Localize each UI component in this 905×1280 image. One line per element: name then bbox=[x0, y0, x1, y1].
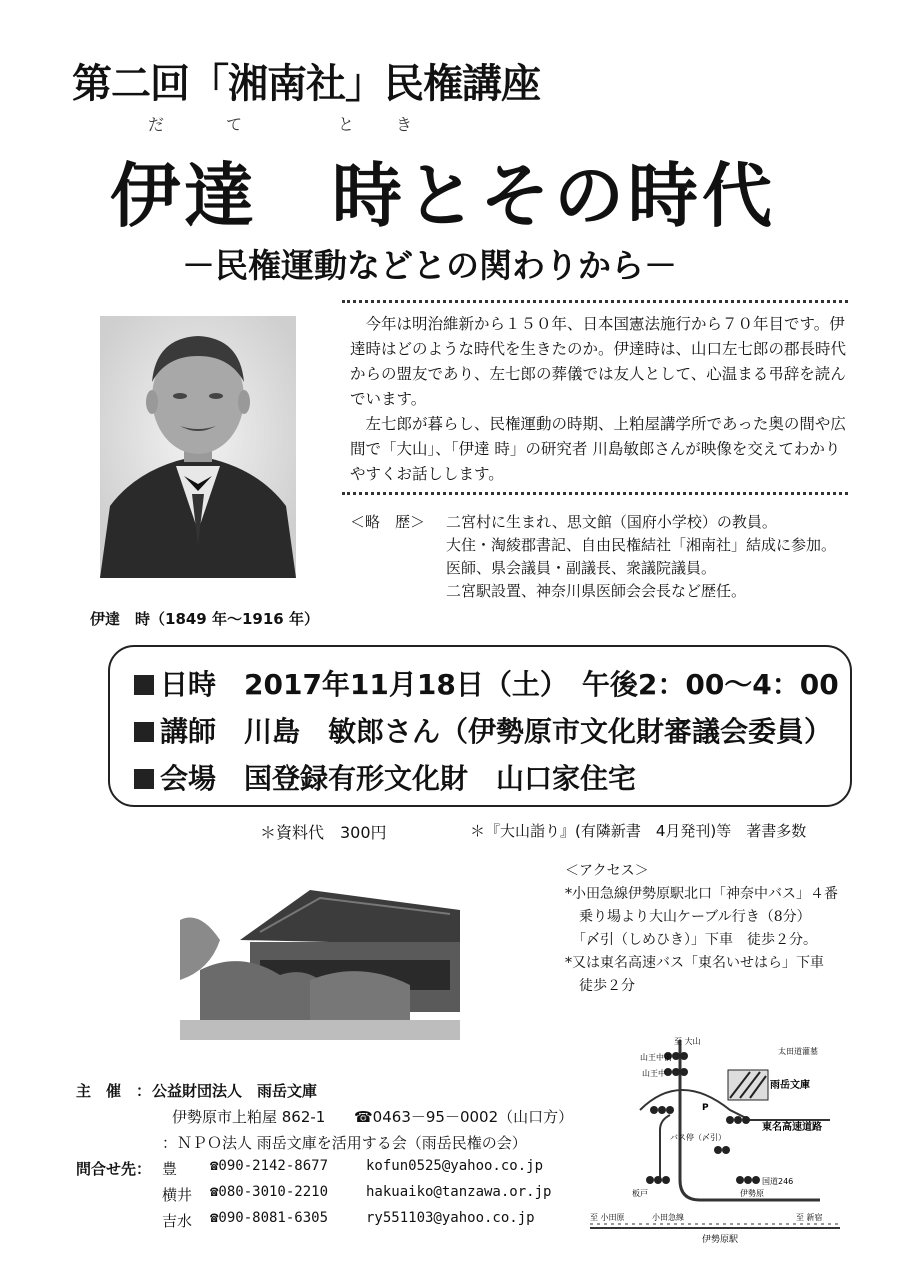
organizer-address: 伊勢原市上粕屋 862-1 bbox=[172, 1108, 326, 1126]
event-info-box bbox=[108, 645, 852, 807]
map-label-bus-stop: バス停（〆引） bbox=[670, 1133, 726, 1142]
biography-line: 二宮駅設置、神奈川県医師会会長など歴任。 bbox=[446, 582, 747, 600]
event-lecturer: 講師 川島 敏郎さん（伊勢原市文化財審議会委員） bbox=[134, 710, 832, 750]
biography-label: ＜略 歴＞ bbox=[350, 513, 426, 531]
contact-name: 横井 bbox=[162, 1186, 193, 1204]
ruby-te: て bbox=[226, 115, 243, 134]
access-line: 「〆引（しめひき）」下車 徒歩２分。 bbox=[565, 932, 817, 948]
contact-name: 吉水 bbox=[162, 1212, 193, 1230]
access-info bbox=[565, 860, 865, 998]
map-label-odakyu: 小田急線 bbox=[652, 1213, 684, 1222]
house-photo bbox=[180, 880, 460, 1040]
intro-text bbox=[350, 312, 850, 487]
map-label-to-odawara: 至 小田原 bbox=[590, 1213, 625, 1222]
access-line: *小田急線伊勢原駅北口「神奈中バス」４番 bbox=[565, 886, 838, 902]
map-label-ota-tanbo: 太田道灌墓 bbox=[778, 1047, 818, 1056]
ruby-to: と bbox=[338, 115, 355, 134]
access-line: 徒歩２分 bbox=[565, 978, 635, 994]
map-label-to-oyama: 至 大山 bbox=[674, 1037, 701, 1046]
map-label-sannou-naka: 山王中 bbox=[642, 1069, 666, 1078]
map-label-parking: P bbox=[702, 1103, 709, 1113]
npo-name: ：ＮＰＯ法人 雨岳文庫を活用する会（雨岳民権の会） bbox=[162, 1134, 527, 1152]
series-title: 第二回「湘南社」民権講座 bbox=[72, 60, 540, 107]
square-bullet-icon bbox=[134, 769, 154, 789]
portrait-caption: 伊達 時（1849 年～1916 年） bbox=[90, 610, 319, 628]
map-label-sannou-nakamae: 山王中前 bbox=[640, 1053, 672, 1062]
access-heading: ＜アクセス＞ bbox=[565, 863, 649, 879]
contact-phone: ☎090-2142-8677 bbox=[210, 1158, 329, 1174]
access-line: 乗り場より大山ケーブル行き（8分） bbox=[565, 909, 811, 925]
contact-email[interactable]: ry551103@yahoo.co.jp bbox=[366, 1210, 535, 1226]
subtitle: －民権運動などとの関わりから－ bbox=[182, 246, 677, 285]
biography-line: 大住・淘綾郡書記、自由民権結社「湘南社」結成に参加。 bbox=[446, 536, 837, 554]
contact-email[interactable]: kofun0525@yahoo.co.jp bbox=[366, 1158, 544, 1174]
event-datetime: 日時 2017年11月18日（土） 午後2：00～4：00 bbox=[134, 663, 839, 703]
contact-phone: ☎080-3010-2210 bbox=[210, 1184, 329, 1200]
access-map bbox=[590, 1030, 890, 1245]
contact-phone: ☎090-8081-6305 bbox=[210, 1210, 329, 1226]
event-venue: 会場 国登録有形文化財 山口家住宅 bbox=[134, 757, 636, 797]
biography-line: 医師、県会議員・副議長、衆議院議員。 bbox=[446, 559, 717, 577]
fee-note: ＊資料代 300円 bbox=[260, 823, 387, 842]
map-label-route246: 国道246 bbox=[762, 1177, 794, 1186]
inquiry-label: 問合せ先： bbox=[76, 1160, 152, 1178]
ruby-ki: き bbox=[396, 115, 413, 134]
square-bullet-icon bbox=[134, 722, 154, 742]
organizer-label: 主 催 ： bbox=[76, 1082, 152, 1100]
map-label-isehara: 伊勢原 bbox=[740, 1189, 764, 1198]
map-label-to-shinjuku: 至 新宿 bbox=[796, 1213, 823, 1222]
square-bullet-icon bbox=[134, 675, 154, 695]
divider-top bbox=[342, 300, 848, 303]
portrait-photo bbox=[100, 316, 296, 578]
contact-email[interactable]: hakuaiko@tanzawa.or.jp bbox=[366, 1184, 552, 1200]
organizer-phone: ☎0463－95－0002（山口方） bbox=[354, 1108, 574, 1126]
intro-paragraph-2: 左七郎が暮らし、民権運動の時期、上粕屋講学所であった奥の間や広間で「大山」、「伊達 時」の研究者 川島敏郎さんが映像を交えてわかりやすくお話しします。 bbox=[350, 415, 846, 483]
biography-line: 二宮村に生まれ、思文館（国府小学校）の教員。 bbox=[446, 513, 777, 531]
map-label-expressway: 東名高速道路 bbox=[762, 1122, 822, 1133]
ruby-da: だ bbox=[148, 115, 165, 134]
main-title: 伊達 時とその時代 bbox=[110, 154, 776, 237]
book-note: ＊『大山詣り』(有隣新書 4月発刊)等 著書多数 bbox=[470, 822, 807, 840]
intro-paragraph-1: 今年は明治維新から１５０年、日本国憲法施行から７０年目です。伊達時はどのような時代を生きたのか。伊達時は、山口左七郎の郡長時代からの盟友であり、左七郎の葬儀では友人として、心温まる弔辞を読んでいます。 bbox=[350, 315, 847, 408]
map-label-bunko: 雨岳文庫 bbox=[770, 1080, 810, 1091]
map-label-isehara-station: 伊勢原駅 bbox=[702, 1235, 739, 1245]
map-label-itado: 板戸 bbox=[632, 1189, 648, 1198]
organizer-name: 公益財団法人 雨岳文庫 bbox=[152, 1082, 318, 1100]
access-line: *又は東名高速バス「東名いせはら」下車 bbox=[565, 955, 824, 971]
contact-name: 豊 bbox=[162, 1160, 178, 1178]
divider-bottom bbox=[342, 492, 848, 495]
